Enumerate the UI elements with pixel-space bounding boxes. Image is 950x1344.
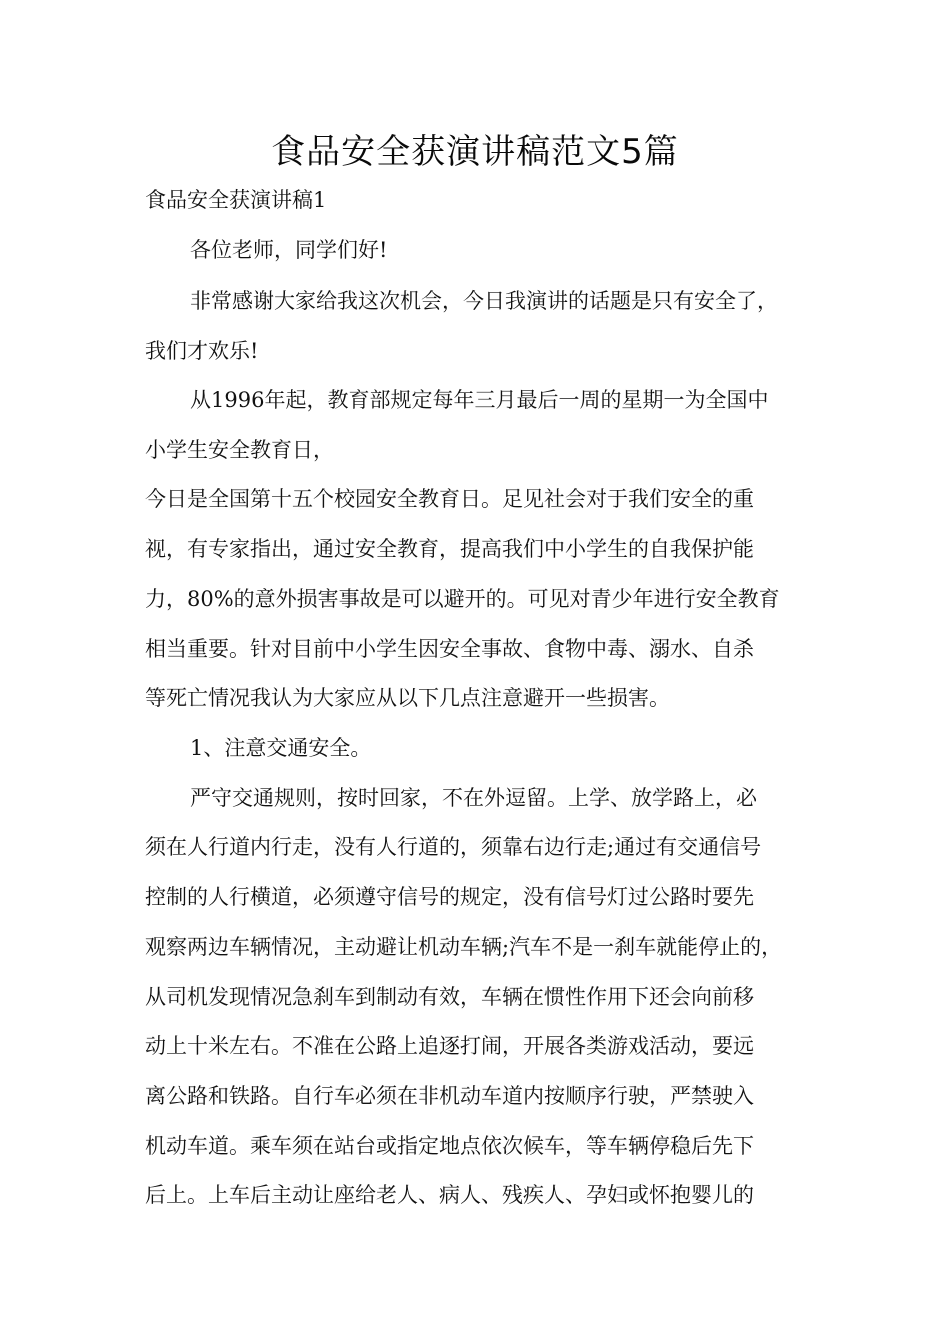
paragraph-line: 离公路和铁路。自行车必须在非机动车道内按顺序行驶，严禁驶入 [145,1084,754,1108]
document-title: 食品安全获演讲稿范文5篇 [271,132,679,172]
paragraph-line: 须在人行道内行走，没有人行道的，须靠右边行走;通过有交通信号 [145,835,762,859]
paragraph-line: 力，80%的意外损害事故是可以避开的。可见对青少年进行安全教育 [145,587,780,611]
subsection-heading: 1、注意交通安全。 [190,736,372,760]
paragraph-line: 非常感谢大家给我这次机会，今日我演讲的话题是只有安全了， [190,289,778,313]
paragraph-line: 等死亡情况我认为大家应从以下几点注意避开一些损害。 [145,686,670,710]
paragraph-line: 控制的人行横道，必须遵守信号的规定，没有信号灯过公路时要先 [145,885,754,909]
paragraph-line: 从1996年起，教育部规定每年三月最后一周的星期一为全国中 [190,388,769,412]
paragraph-line: 机动车道。乘车须在站台或指定地点依次候车，等车辆停稳后先下 [145,1134,754,1158]
paragraph-line: 今日是全国第十五个校园安全教育日。足见社会对于我们安全的重 [145,487,754,511]
paragraph-line: 我们才欢乐! [145,339,259,363]
paragraph-line: 动上十米左右。不准在公路上追逐打闹，开展各类游戏活动，要远 [145,1034,754,1058]
paragraph-line: 各位老师，同学们好! [190,238,388,262]
paragraph-line: 相当重要。针对目前中小学生因安全事故、食物中毒、溺水、自杀 [145,637,754,661]
paragraph-line: 后上。上车后主动让座给老人、病人、残疾人、孕妇或怀抱婴儿的 [145,1183,754,1207]
paragraph-line: 小学生安全教育日， [145,438,334,462]
paragraph-line: 严守交通规则，按时回家，不在外逗留。上学、放学路上，必 [190,786,757,810]
paragraph-line: 观察两边车辆情况，主动避让机动车辆;汽车不是一刹车就能停止的， [145,935,783,959]
paragraph-line: 从司机发现情况急刹车到制动有效，车辆在惯性作用下还会向前移 [145,985,754,1009]
paragraph-line: 视，有专家指出，通过安全教育，提高我们中小学生的自我保护能 [145,537,754,561]
section-heading: 食品安全获演讲稿1 [145,188,327,212]
